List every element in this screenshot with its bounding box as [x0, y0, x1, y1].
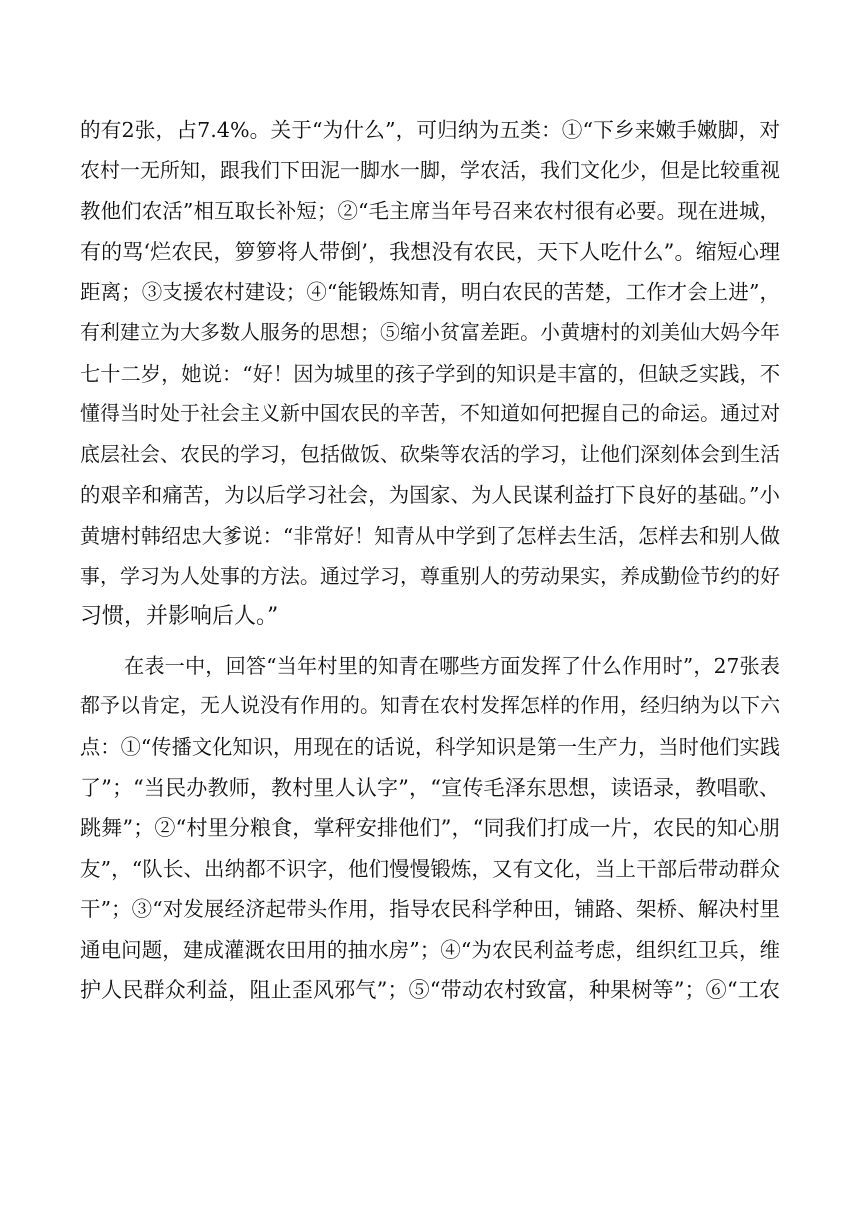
- text-line: 友”，“队长、出纳都不识字，他们慢慢锻炼，又有文化，当上干部后带动群众: [80, 856, 780, 881]
- text-line: 有利建立为大多数人服务的思想；⑤缩小贫富差距。小黄塘村的刘美仙大妈今年: [80, 320, 780, 344]
- text-line: 跳舞”；②“村里分粮食，掌秤安排他们”，“同我们打成一片，农民的知心朋: [80, 815, 780, 841]
- text-line: 懂得当时处于社会主义新中国农民的辛苦，不知道如何把握自己的命运。通过对: [80, 402, 780, 426]
- text-line: 事，学习为人处事的方法。通过学习，尊重别人的劳动果实，养成勤俭节约的好: [80, 564, 780, 588]
- text-line: 在表一中，回答“当年村里的知青在哪些方面发挥了什么作用时”，27张表: [124, 653, 780, 678]
- paragraph-1: [80, 110, 780, 638]
- text-line: 干”；③“对发展经济起带头作用，指导农民科学种田，铺路、架桥、解决村里: [80, 897, 780, 922]
- text-line: 都予以肯定，无人说没有作用的。知青在农村发挥怎样的作用，经归纳为以下六: [80, 694, 780, 718]
- paragraph-2: [80, 646, 780, 1011]
- text-line: 底层社会、农民的学习，包括做饭、砍柴等农活的学习，让他们深刻体会到生活: [80, 442, 780, 466]
- text-line: 的有2张，占7.4%。关于“为什么”，可归纳为五类：①“下乡来嫩手嫩脚，对: [80, 118, 780, 142]
- text-line: 有的骂‘烂农民，箩箩将人带倒’，我想没有农民，天下人吃什么”。缩短心理: [80, 238, 780, 264]
- text-line: 点：①“传播文化知识，用现在的话说，科学知识是第一生产力，当时他们实践: [80, 734, 780, 759]
- text-line: 农村一无所知，跟我们下田泥一脚水一脚，学农活，我们文化少，但是比较重视: [80, 158, 780, 182]
- text-line: 了”；“当民办教师，教村里人认字”，“宣传毛泽东思想，读语录，教唱歌、: [80, 774, 780, 800]
- text-line: 的艰辛和痛苦，为以后学习社会，为国家、为人民谋利益打下良好的基础。”小: [80, 483, 780, 508]
- body-text: [80, 110, 780, 1011]
- text-line: 黄塘村韩绍忠大爹说：“非常好！知青从中学到了怎样去生活，怎样去和别人做: [80, 523, 780, 548]
- text-line: 教他们农活”相互取长补短；②“毛主席当年号召来农村很有必要。现在进城，: [80, 199, 780, 224]
- paragraph-gap: [80, 638, 780, 646]
- text-line: 护人民群众利益，阻止歪风邪气”；⑤“带动农村致富，种果树等”；⑥“工农: [80, 977, 780, 1003]
- text-line: 七十二岁，她说：“好！因为城里的孩子学到的知识是丰富的，但缺乏实践，不: [80, 361, 780, 386]
- text-line: 习惯，并影响后人。”: [80, 604, 279, 630]
- text-line: 通电问题，建成灌溉农田用的抽水房”；④“为农民利益考虑，组织红卫兵，维: [80, 937, 780, 962]
- text-line: 距离；③支援农村建设；④“能锻炼知青，明白农民的苦楚，工作才会上进”，: [80, 280, 780, 305]
